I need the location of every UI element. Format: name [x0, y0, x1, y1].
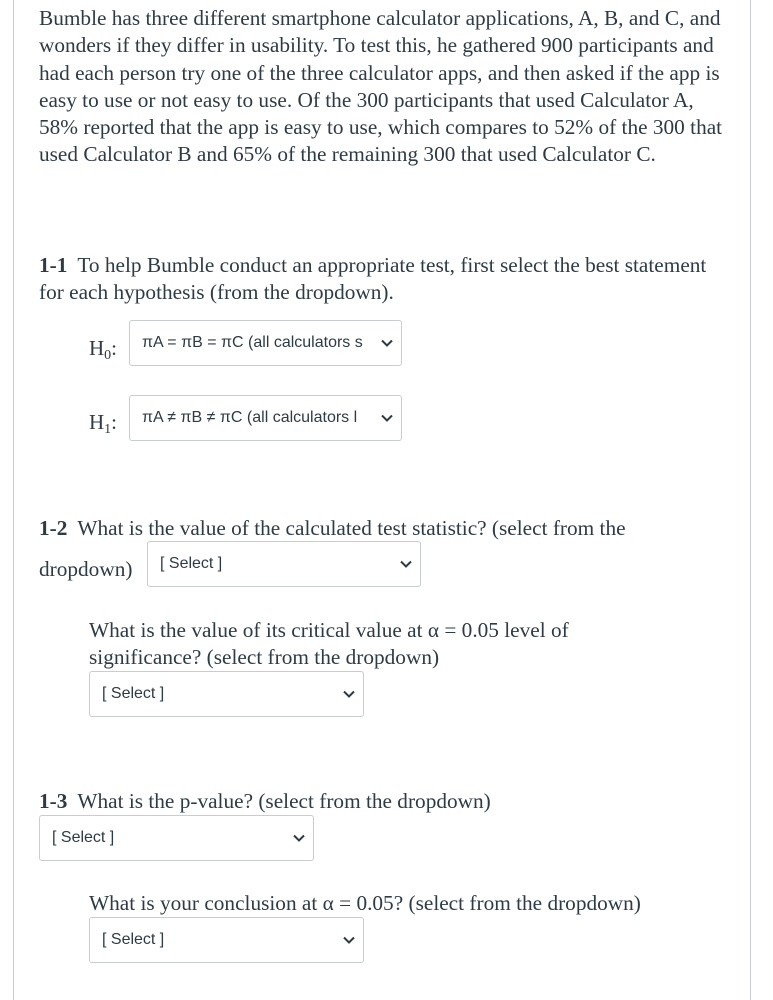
chevron-down-icon: [293, 816, 305, 860]
h0-label: $H_0$:: [89, 336, 118, 363]
critical-value-question: What is the value of its critical value at α = 0.05 level of significance? (select from the dropdown): [89, 618, 569, 670]
chevron-down-icon: [343, 918, 355, 962]
critical-value-dropdown[interactable]: [89, 671, 364, 717]
chevron-down-icon: [343, 672, 355, 716]
test-statistic-dropdown[interactable]: [147, 541, 421, 587]
question-text: What is the p-value? (select from the dropdown): [77, 789, 491, 813]
chevron-down-icon: [381, 321, 393, 365]
critical-value-selected: [ Select ]: [102, 685, 165, 702]
question-number: 1-2: [39, 516, 68, 540]
question-1-2-cont: dropdown): [39, 557, 133, 581]
question-1-1: [39, 252, 729, 307]
h1-selected-value: πA ≠ πB ≠ πC (all calculators l: [142, 409, 358, 426]
question-text: To help Bumble conduct an appropriate test, first select the best statement for each hypothesis (from the dropdown).: [39, 253, 707, 305]
h0-dropdown[interactable]: [129, 320, 402, 366]
conclusion-dropdown[interactable]: [89, 917, 364, 963]
question-1-2: [39, 515, 739, 542]
conclusion-question: What is your conclusion at α = 0.05? (select from the dropdown): [89, 891, 641, 915]
question-number: 1-3: [39, 789, 68, 813]
question-1-3: [39, 788, 729, 815]
question-text: What is the value of the calculated test statistic? (select from the: [77, 516, 626, 540]
h1-label: $H_1$:: [89, 410, 118, 437]
problem-statement: Bumble has three different smartphone calculator applications, A, B, and C, and wonders if they differ in usability. To test this, he gathered 900 participants and had each person try one of the three calculator apps, and then asked if the app is easy to use or not easy to use. Of the 300 participants that used Calculator A, 58% reported that the app is easy to use, which compares to 52% of the 300 that used Calculator B and 65% of the remaining 300 that used Calculator C.: [39, 6, 723, 167]
h0-selected-value: πA = πB = πC (all calculators s: [142, 334, 363, 351]
chevron-down-icon: [381, 396, 393, 440]
chevron-down-icon: [400, 542, 412, 586]
question-number: 1-1: [39, 253, 68, 277]
h1-dropdown[interactable]: [129, 395, 402, 441]
conclusion-selected: [ Select ]: [102, 931, 165, 948]
p-value-dropdown[interactable]: [39, 815, 314, 861]
test-statistic-selected: [ Select ]: [160, 555, 223, 572]
p-value-selected: [ Select ]: [52, 829, 115, 846]
